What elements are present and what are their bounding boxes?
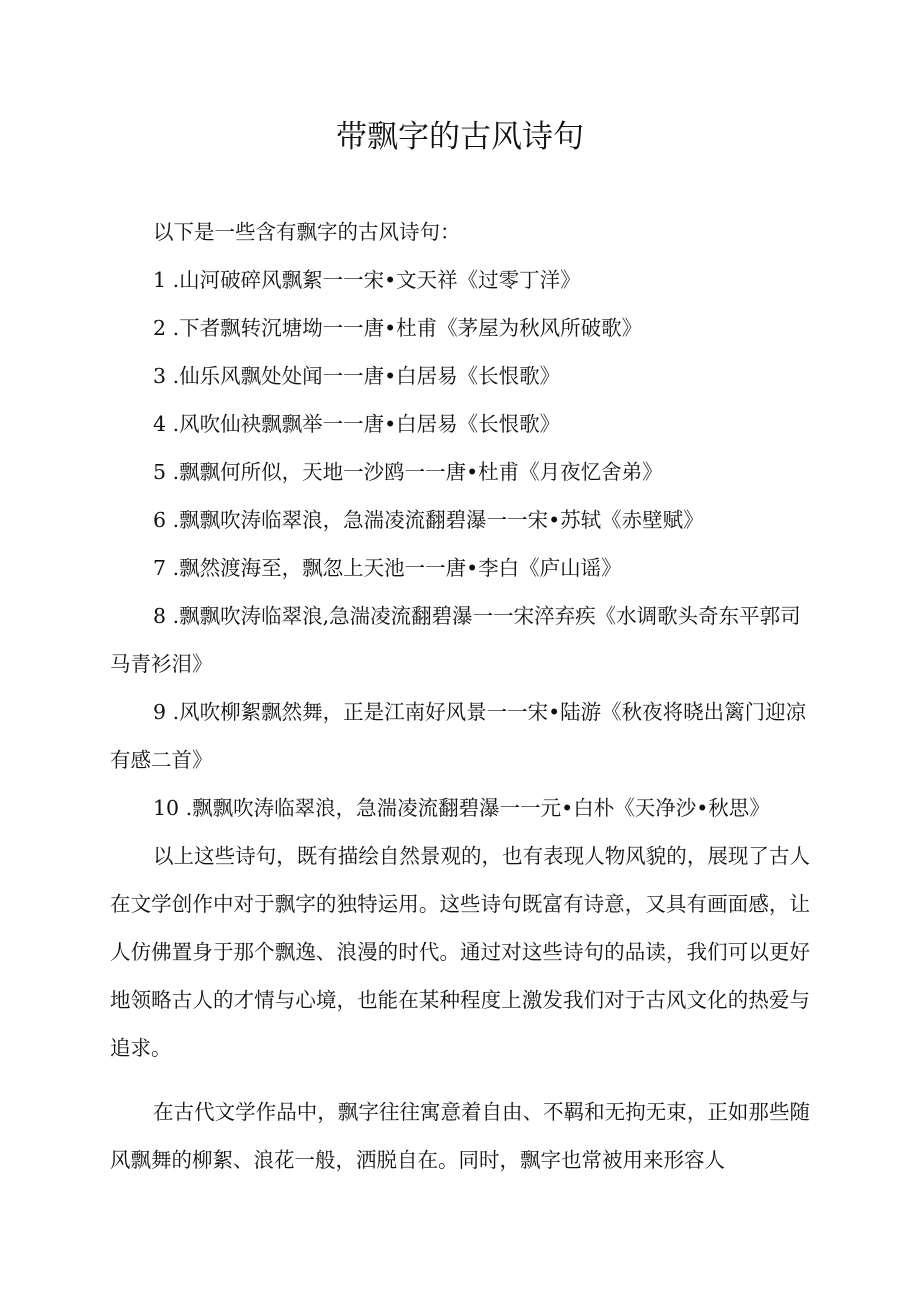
poem-line-6 bbox=[110, 496, 810, 544]
poem-number: 10 bbox=[153, 796, 180, 820]
poem-line-7 bbox=[110, 544, 810, 592]
poem-text: .下者飘转沉塘坳一一唐•杜甫《茅屋为秋风所破歌》 bbox=[166, 316, 643, 340]
poem-number: 2 bbox=[153, 316, 167, 340]
poem-text: .飘飘吹涛临翠浪，急湍凌流翻碧瀑一一宋•苏轼《赤壁赋》 bbox=[166, 508, 704, 532]
poem-line-5 bbox=[110, 448, 810, 496]
poem-line-1 bbox=[110, 256, 810, 304]
poem-line-3 bbox=[110, 352, 810, 400]
poem-line-10 bbox=[110, 784, 810, 832]
poem-number: 5 bbox=[153, 460, 167, 484]
poem-text: .飘飘吹涛临翠浪,急湍凌流翻碧瀑一一宋淬弃疾《水调歌头奇东平郭司马青衫泪》 bbox=[110, 604, 801, 676]
page-title: 带飘字的古风诗句 bbox=[336, 119, 584, 155]
poem-line-2 bbox=[110, 304, 810, 352]
poem-line-8 bbox=[110, 592, 810, 688]
poem-number: 1 bbox=[153, 268, 167, 292]
poem-text: .风吹仙袂飘飘举一一唐•白居易《长恨歌》 bbox=[166, 412, 561, 436]
poem-text: .飘然渡海至，飘忽上天池一一唐•李白《庐山谣》 bbox=[166, 556, 622, 580]
poem-line-9 bbox=[110, 688, 810, 784]
poem-number: 4 bbox=[153, 412, 167, 436]
poem-number: 6 bbox=[153, 508, 167, 532]
poem-number: 9 bbox=[153, 700, 167, 724]
poem-text: .风吹柳絮飘然舞，正是江南好风景一一宋•陆游《秋夜将晓出篱门迎凉有感二首》 bbox=[110, 700, 807, 772]
poem-text: .山河破碎风飘絮一一宋•文天祥《过零丁洋》 bbox=[166, 268, 581, 292]
poem-number: 8 bbox=[153, 604, 167, 628]
poem-number: 3 bbox=[153, 364, 167, 388]
poem-text: .飘飘何所似，天地一沙鸥一一唐•杜甫《月夜忆舍弟》 bbox=[166, 460, 663, 484]
poem-text: .仙乐风飘处处闻一一唐•白居易《长恨歌》 bbox=[166, 364, 561, 388]
meaning-paragraph: 在古代文学作品中，飘字往往寓意着自由、不羁和无拘无束，正如那些随风飘舞的柳絮、浪花一般，洒脱自在。同时，飘字也常被用来形容人 bbox=[110, 1100, 810, 1172]
document-body bbox=[110, 208, 810, 1184]
poem-text: .飘飘吹涛临翠浪，急湍凌流翻碧瀑一一元•白朴《天净沙•秋思》 bbox=[179, 796, 770, 820]
intro-line: 以下是一些含有飘字的古风诗句： bbox=[153, 220, 461, 244]
poem-number: 7 bbox=[153, 556, 167, 580]
summary-paragraph: 以上这些诗句，既有描绘自然景观的，也有表现人物风貌的，展现了古人在文学创作中对于飘字的独特运用。这些诗句既富有诗意，又具有画面感，让人仿佛置身于那个飘逸、浪漫的时代。通过对这些诗句的品读，我们可以更好地领略古人的才情与心境，也能在某种程度上激发我们对于古风文化的热爱与追求。 bbox=[110, 844, 810, 1060]
poem-line-4 bbox=[110, 400, 810, 448]
